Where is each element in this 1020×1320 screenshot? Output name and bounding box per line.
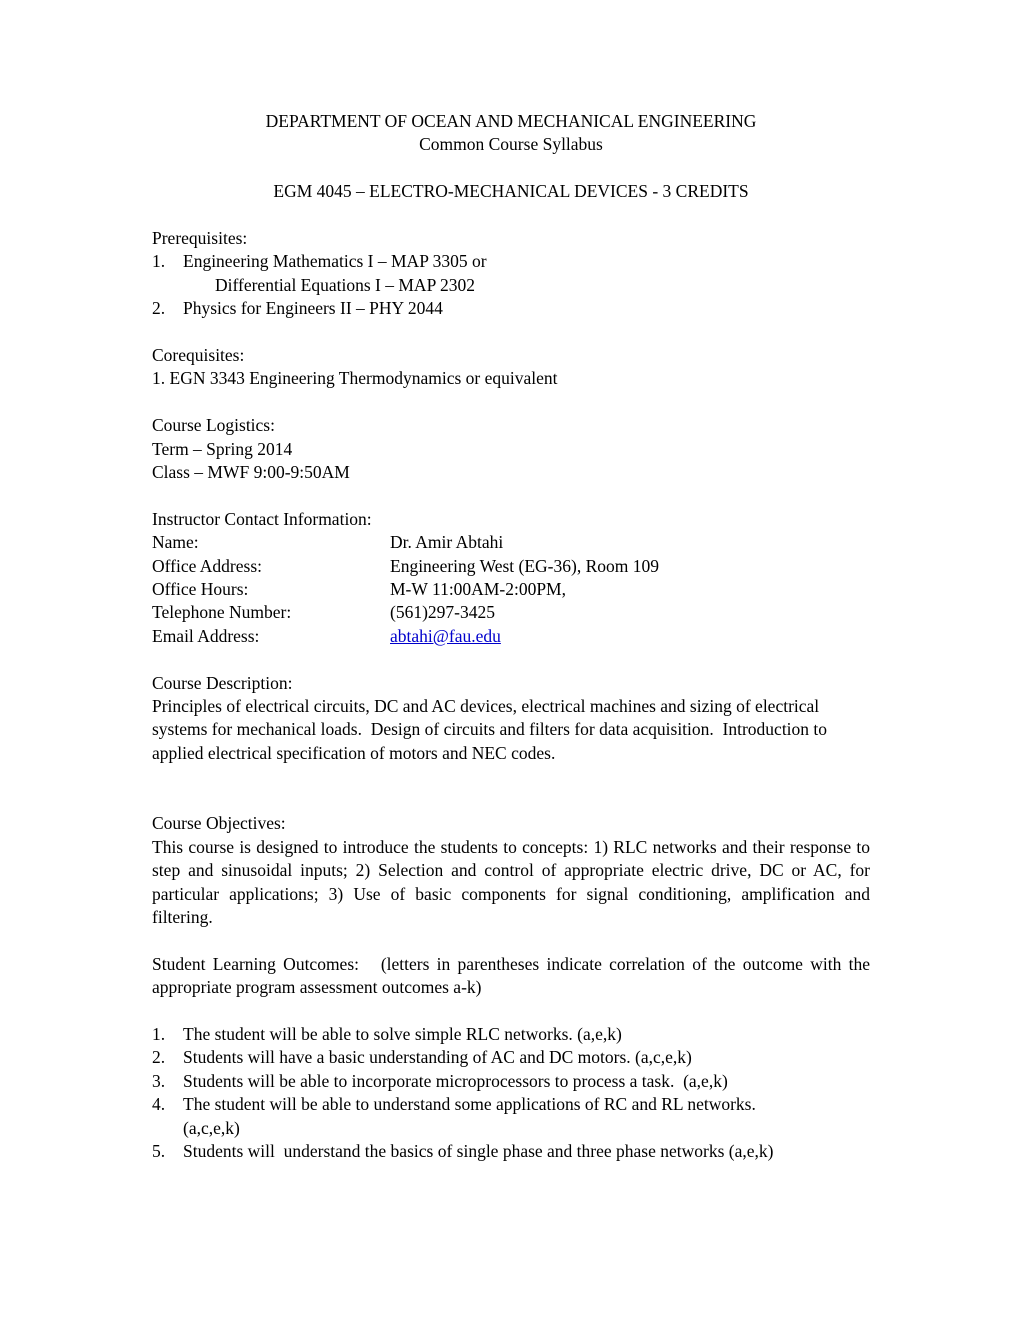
instructor-row (152, 625, 870, 648)
outcome-text: Students will understand the basics of single phase and three phase networks (a,e,k) (183, 1140, 774, 1161)
prerequisite-item (152, 297, 870, 320)
prerequisite-text: Engineering Mathematics I – MAP 3305 or (183, 251, 487, 272)
instructor-row-label: Office Address: (152, 555, 262, 576)
logistics-term: Term – Spring 2014 (152, 438, 293, 459)
outcome-item (152, 1093, 870, 1140)
objectives-body: This course is designed to introduce the students to concepts: 1) RLC networks and their response to step and sinusoidal inputs; 2) Selection and control of appropriate electric drive, DC or AC, for particular applications; 3) Use of basic components for signal conditioning, amplification and filtering. (152, 836, 870, 927)
outcome-item (152, 1046, 870, 1069)
instructor-row-label: Office Hours: (152, 579, 249, 600)
corequisite-item: 1. EGN 3343 Engineering Thermodynamics or equivalent (152, 368, 558, 389)
instructor-row-value: M-W 11:00AM-2:00PM, (390, 579, 566, 600)
outcome-item (152, 1070, 870, 1093)
instructor-row-value: (561)297-3425 (390, 602, 495, 623)
instructor-row (152, 578, 870, 601)
list-number: 2. (152, 1047, 166, 1068)
instructor-row (152, 555, 870, 578)
instructor-row-label: Name: (152, 532, 199, 553)
list-number: 4. (152, 1094, 166, 1115)
outcomes-intro: Student Learning Outcomes: (letters in parentheses indicate correlation of the outcome with the appropriate program assessment outcomes a-k) (152, 953, 870, 998)
corequisites-heading: Corequisites: (152, 345, 245, 366)
course-title: EGM 4045 – ELECTRO-MECHANICAL DEVICES - 3 CREDITS (273, 181, 749, 202)
list-number: 1. (152, 1023, 166, 1044)
outcome-item (152, 1140, 870, 1163)
prerequisite-text: Physics for Engineers II – PHY 2044 (183, 298, 443, 319)
instructor-row (152, 601, 870, 624)
outcome-continuation: (a,c,e,k) (183, 1117, 240, 1138)
instructor-row-value: Engineering West (EG-36), Room 109 (390, 555, 659, 576)
email-link[interactable]: abtahi@fau.edu (390, 625, 501, 646)
list-number: 1. (152, 251, 166, 272)
prerequisite-continuation: Differential Equations I – MAP 2302 (215, 274, 476, 295)
objectives-heading: Course Objectives: (152, 813, 286, 834)
outcome-text: The student will be able to solve simple RLC networks. (a,e,k) (183, 1023, 622, 1044)
instructor-row (152, 531, 870, 554)
list-number: 3. (152, 1070, 166, 1091)
outcome-text: The student will be able to understand some applications of RC and RL networks. (183, 1094, 756, 1115)
department-title: DEPARTMENT OF OCEAN AND MECHANICAL ENGINEERING (265, 111, 757, 131)
description-body: Principles of electrical circuits, DC and AC devices, electrical machines and sizing of electrical systems for mechanical loads. Design of circuits and filters for data acquisition. Introduction to applied electrical specification of motors and NEC codes. (152, 696, 828, 763)
instructor-row-label: Telephone Number: (152, 602, 292, 623)
outcome-item (152, 1023, 870, 1046)
outcome-text: Students will be able to incorporate microprocessors to process a task. (a,e,k) (183, 1070, 728, 1091)
instructor-row-label: Email Address: (152, 625, 260, 646)
prerequisite-item (152, 250, 870, 297)
instructor-heading: Instructor Contact Information: (152, 508, 372, 529)
instructor-row-value: Dr. Amir Abtahi (390, 532, 504, 553)
outcome-text: Students will have a basic understanding of AC and DC motors. (a,c,e,k) (183, 1047, 692, 1068)
list-number: 5. (152, 1140, 166, 1161)
description-heading: Course Description: (152, 672, 293, 693)
list-number: 2. (152, 298, 166, 319)
logistics-class: Class – MWF 9:00-9:50AM (152, 462, 350, 483)
document-subtitle: Common Course Syllabus (419, 134, 603, 155)
logistics-heading: Course Logistics: (152, 415, 275, 436)
prerequisites-heading: Prerequisites: (152, 228, 248, 248)
